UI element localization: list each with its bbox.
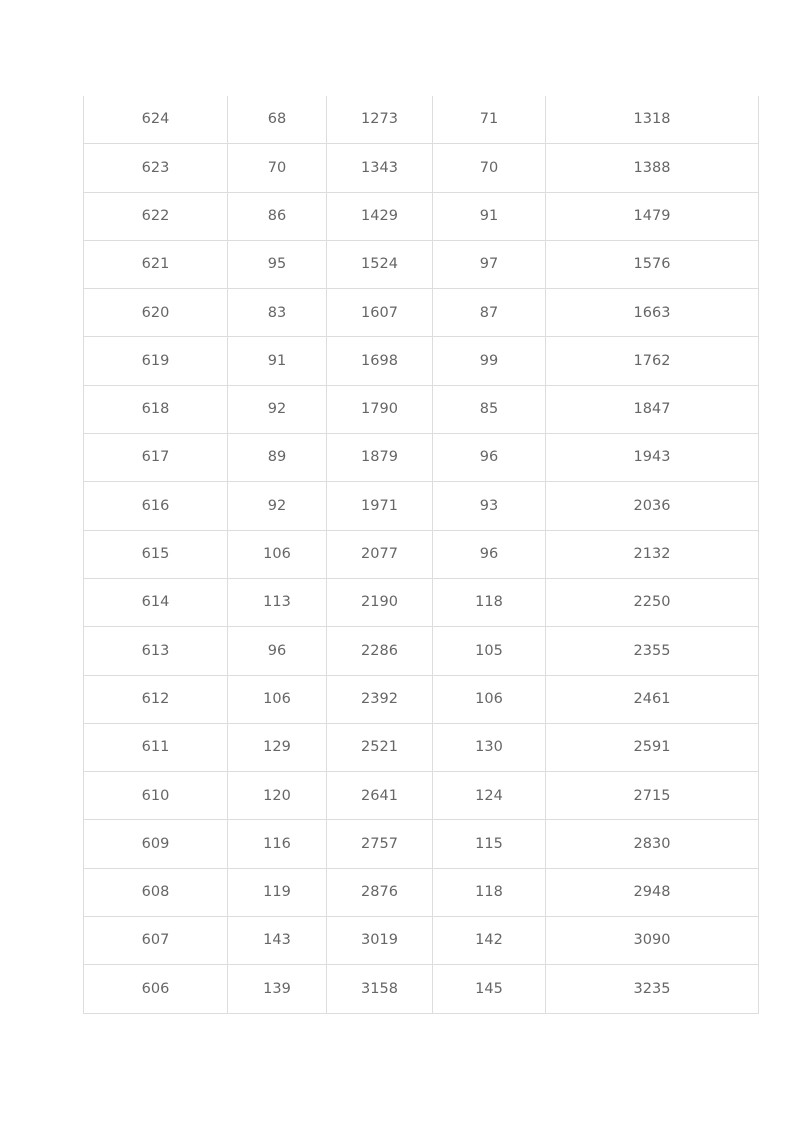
table-cell: 610 xyxy=(84,772,228,820)
table-cell: 92 xyxy=(228,385,327,433)
table-cell: 1971 xyxy=(327,482,433,530)
table-cell: 613 xyxy=(84,627,228,675)
table-cell: 119 xyxy=(228,868,327,916)
table-cell: 87 xyxy=(433,289,546,337)
score-table-body xyxy=(84,96,759,1013)
table-cell: 113 xyxy=(228,578,327,626)
table-cell: 70 xyxy=(228,144,327,192)
table-cell: 116 xyxy=(228,820,327,868)
table-cell: 623 xyxy=(84,144,228,192)
table-cell: 2392 xyxy=(327,675,433,723)
table-cell: 1343 xyxy=(327,144,433,192)
table-cell: 124 xyxy=(433,772,546,820)
table-cell: 2250 xyxy=(546,578,759,626)
table-row xyxy=(84,627,759,675)
table-cell: 143 xyxy=(228,917,327,965)
table-cell: 624 xyxy=(84,96,228,144)
table-cell: 607 xyxy=(84,917,228,965)
table-cell: 3019 xyxy=(327,917,433,965)
table-cell: 1847 xyxy=(546,385,759,433)
table-cell: 614 xyxy=(84,578,228,626)
table-row xyxy=(84,820,759,868)
table-cell: 1429 xyxy=(327,192,433,240)
table-cell: 1762 xyxy=(546,337,759,385)
score-table xyxy=(83,96,759,1014)
table-cell: 2036 xyxy=(546,482,759,530)
table-row xyxy=(84,868,759,916)
table-cell: 99 xyxy=(433,337,546,385)
table-cell: 130 xyxy=(433,723,546,771)
table-cell: 92 xyxy=(228,482,327,530)
table-cell: 68 xyxy=(228,96,327,144)
table-cell: 86 xyxy=(228,192,327,240)
table-row xyxy=(84,434,759,482)
table-cell: 606 xyxy=(84,965,228,1013)
table-cell: 611 xyxy=(84,723,228,771)
table-cell: 2641 xyxy=(327,772,433,820)
table-cell: 1479 xyxy=(546,192,759,240)
table-cell: 2521 xyxy=(327,723,433,771)
table-cell: 1790 xyxy=(327,385,433,433)
table-cell: 139 xyxy=(228,965,327,1013)
table-cell: 70 xyxy=(433,144,546,192)
table-cell: 91 xyxy=(433,192,546,240)
table-cell: 1318 xyxy=(546,96,759,144)
table-cell: 1607 xyxy=(327,289,433,337)
score-table-container xyxy=(83,96,758,1014)
table-cell: 2077 xyxy=(327,530,433,578)
table-cell: 3235 xyxy=(546,965,759,1013)
table-cell: 2715 xyxy=(546,772,759,820)
table-cell: 3158 xyxy=(327,965,433,1013)
table-cell: 106 xyxy=(228,530,327,578)
table-row xyxy=(84,96,759,144)
table-cell: 620 xyxy=(84,289,228,337)
table-cell: 96 xyxy=(433,530,546,578)
table-cell: 129 xyxy=(228,723,327,771)
table-cell: 612 xyxy=(84,675,228,723)
table-cell: 96 xyxy=(433,434,546,482)
table-row xyxy=(84,144,759,192)
table-cell: 3090 xyxy=(546,917,759,965)
table-row xyxy=(84,289,759,337)
table-cell: 618 xyxy=(84,385,228,433)
table-cell: 608 xyxy=(84,868,228,916)
table-cell: 1663 xyxy=(546,289,759,337)
table-cell: 2591 xyxy=(546,723,759,771)
table-row xyxy=(84,578,759,626)
table-cell: 1879 xyxy=(327,434,433,482)
table-cell: 91 xyxy=(228,337,327,385)
table-cell: 617 xyxy=(84,434,228,482)
table-cell: 118 xyxy=(433,578,546,626)
table-row xyxy=(84,482,759,530)
table-cell: 1388 xyxy=(546,144,759,192)
table-cell: 621 xyxy=(84,240,228,288)
table-cell: 622 xyxy=(84,192,228,240)
table-cell: 89 xyxy=(228,434,327,482)
table-cell: 2286 xyxy=(327,627,433,675)
table-cell: 97 xyxy=(433,240,546,288)
table-cell: 71 xyxy=(433,96,546,144)
table-cell: 2757 xyxy=(327,820,433,868)
table-cell: 2132 xyxy=(546,530,759,578)
table-cell: 142 xyxy=(433,917,546,965)
table-cell: 2830 xyxy=(546,820,759,868)
table-cell: 2190 xyxy=(327,578,433,626)
table-cell: 145 xyxy=(433,965,546,1013)
table-cell: 2461 xyxy=(546,675,759,723)
table-cell: 83 xyxy=(228,289,327,337)
table-row xyxy=(84,240,759,288)
table-cell: 118 xyxy=(433,868,546,916)
table-cell: 95 xyxy=(228,240,327,288)
table-cell: 105 xyxy=(433,627,546,675)
table-row xyxy=(84,337,759,385)
table-cell: 2876 xyxy=(327,868,433,916)
table-cell: 106 xyxy=(228,675,327,723)
table-cell: 93 xyxy=(433,482,546,530)
table-cell: 1576 xyxy=(546,240,759,288)
table-row xyxy=(84,723,759,771)
table-row xyxy=(84,192,759,240)
table-cell: 1273 xyxy=(327,96,433,144)
table-cell: 2948 xyxy=(546,868,759,916)
table-cell: 115 xyxy=(433,820,546,868)
table-row xyxy=(84,772,759,820)
table-cell: 619 xyxy=(84,337,228,385)
table-row xyxy=(84,385,759,433)
table-row xyxy=(84,965,759,1013)
table-cell: 1524 xyxy=(327,240,433,288)
table-cell: 615 xyxy=(84,530,228,578)
table-cell: 106 xyxy=(433,675,546,723)
table-row xyxy=(84,675,759,723)
table-row xyxy=(84,530,759,578)
table-cell: 85 xyxy=(433,385,546,433)
table-cell: 616 xyxy=(84,482,228,530)
table-cell: 96 xyxy=(228,627,327,675)
table-cell: 609 xyxy=(84,820,228,868)
table-cell: 1698 xyxy=(327,337,433,385)
table-cell: 120 xyxy=(228,772,327,820)
table-row xyxy=(84,917,759,965)
table-cell: 1943 xyxy=(546,434,759,482)
table-cell: 2355 xyxy=(546,627,759,675)
